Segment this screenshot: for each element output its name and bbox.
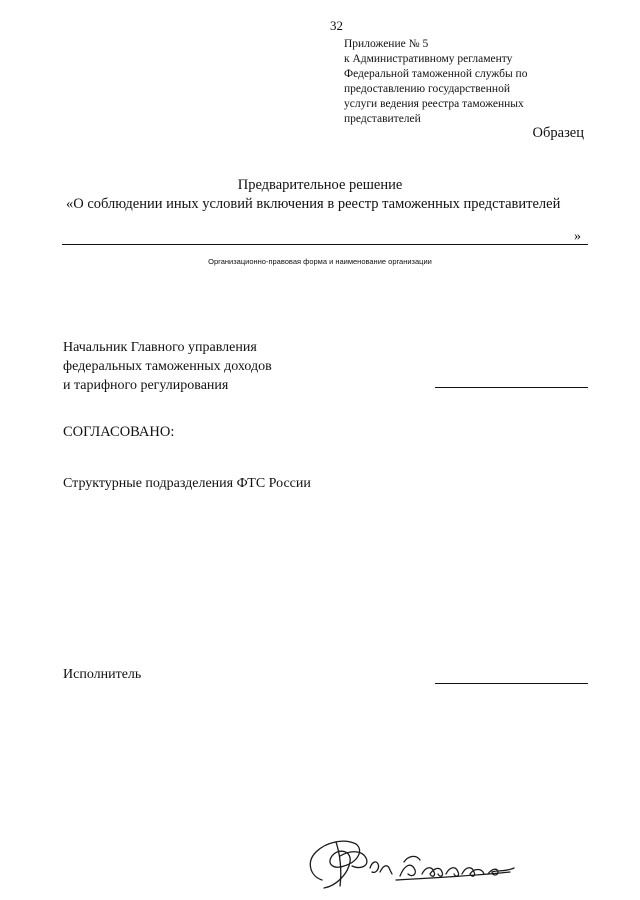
appendix-line: Федеральной таможенной службы по: [344, 68, 528, 80]
appendix-line: услуги ведения реестра таможенных: [344, 98, 524, 110]
chief-position-line: и тарифного регулирования: [63, 378, 229, 393]
organization-name-line: [62, 244, 588, 245]
appendix-header: [344, 37, 584, 127]
appendix-line: Приложение № 5: [344, 38, 429, 50]
chief-position: [63, 338, 272, 395]
departments-text: Структурные подразделения ФТС России: [63, 476, 311, 491]
handwritten-signature: [300, 828, 536, 892]
executor-label: Исполнитель: [63, 667, 142, 682]
executor-signature-line: [435, 683, 588, 684]
sample-label: Образец: [532, 125, 584, 141]
document-subtitle: «О соблюдении иных условий включения в реестр таможенных представителей: [66, 196, 561, 212]
chief-signature-line: [435, 387, 588, 388]
appendix-line: к Административному регламенту: [344, 53, 513, 65]
closing-quote: »: [574, 229, 581, 244]
appendix-line: представителей: [344, 113, 421, 125]
page-number: 32: [330, 18, 343, 33]
chief-position-line: федеральных таможенных доходов: [63, 359, 272, 374]
organization-caption: Организационно-правовая форма и наименование организации: [208, 257, 432, 266]
agreed-heading: СОГЛАСОВАНО:: [63, 424, 175, 440]
document-title: Предварительное решение: [237, 177, 403, 193]
chief-position-line: Начальник Главного управления: [63, 340, 257, 355]
appendix-line: предоставлению государственной: [344, 83, 510, 95]
